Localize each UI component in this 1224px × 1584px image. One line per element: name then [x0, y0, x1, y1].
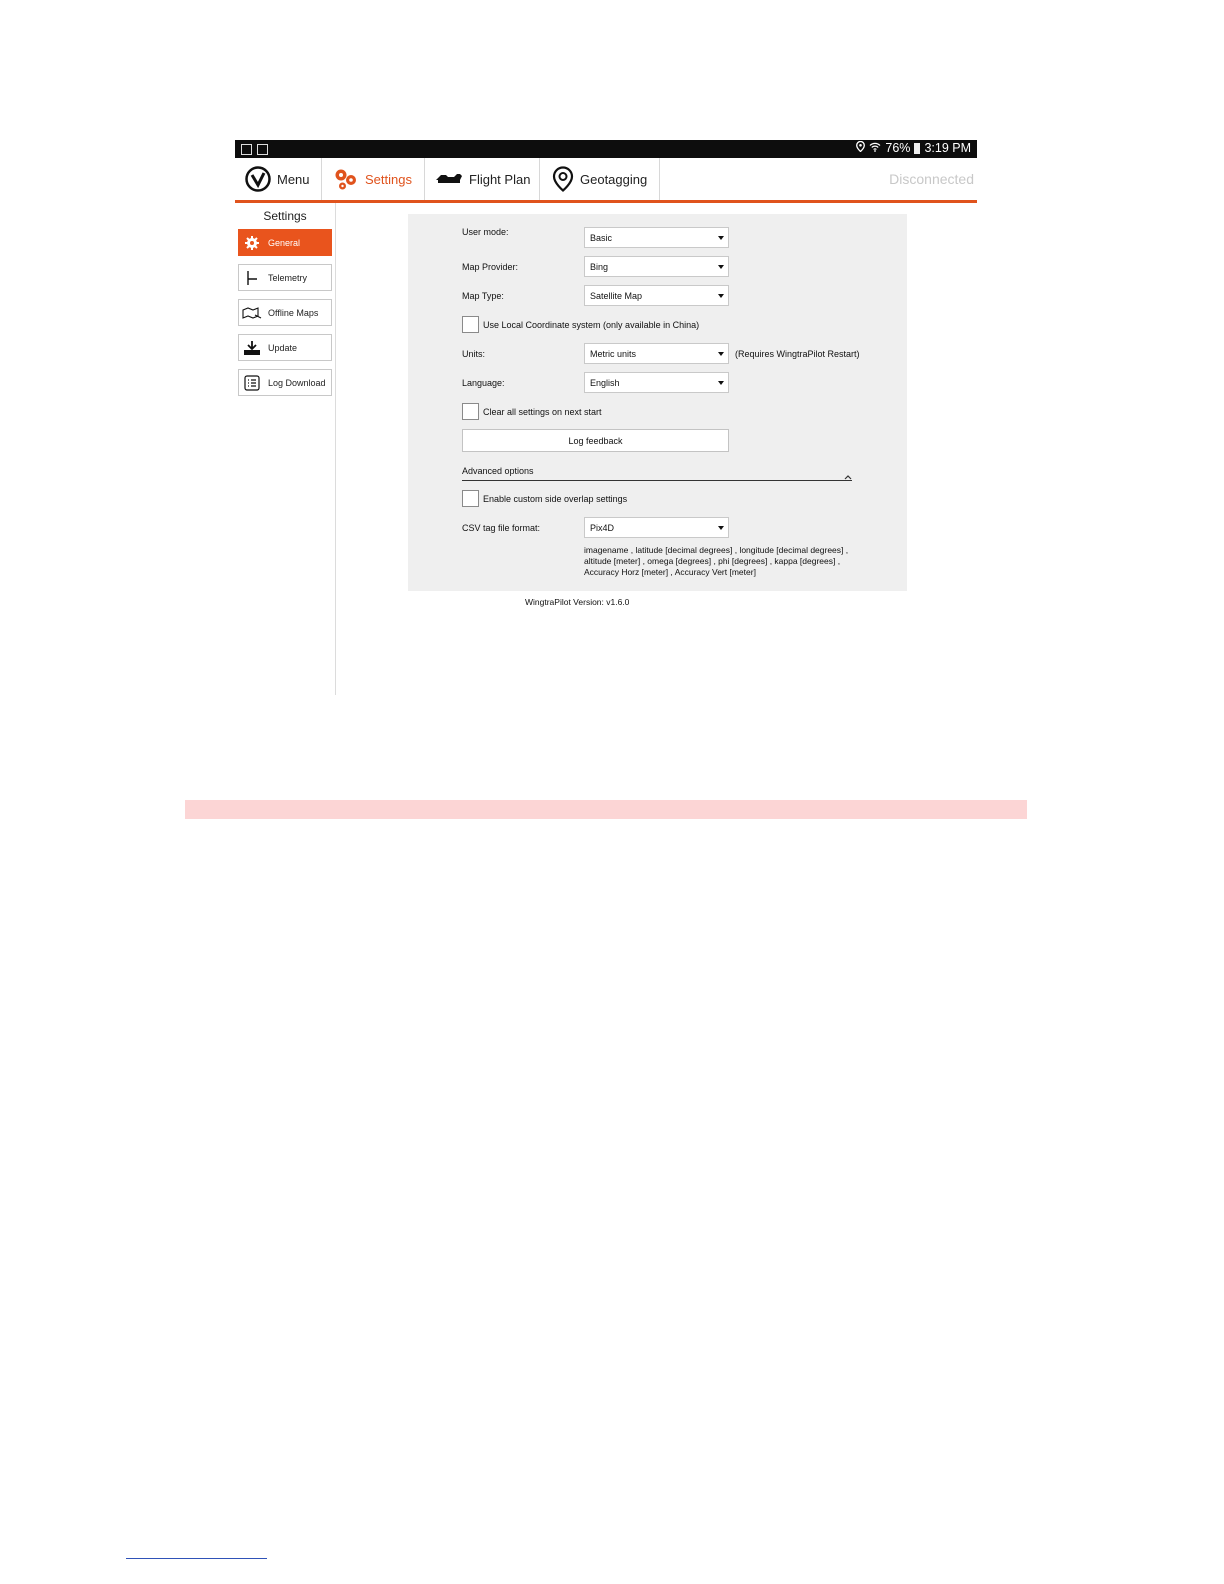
log-feedback-button[interactable]: Log feedback [462, 429, 729, 452]
image-notification-icon [241, 144, 252, 155]
dropdown-caret-icon [718, 294, 724, 298]
sidebar-title: Settings [263, 209, 307, 223]
map-type-value: Satellite Map [590, 290, 643, 301]
version-label: WingtraPilot Version: v1.6.0 [525, 597, 630, 607]
update-download-icon [241, 340, 263, 356]
units-select[interactable] [584, 343, 729, 364]
advanced-divider [462, 480, 852, 481]
tab-divider [659, 158, 660, 200]
units-note: (Requires WingtraPilot Restart) [735, 349, 860, 359]
dropdown-caret-icon [718, 381, 724, 385]
sidebar-item-label: General [268, 237, 301, 248]
clock: 3:19 PM [924, 141, 971, 155]
tab-divider [424, 158, 425, 200]
units-label: Units: [462, 349, 486, 359]
tab-settings-label: Settings [365, 171, 412, 187]
highlight-bar [185, 800, 1027, 819]
map-type-label: Map Type: [462, 291, 504, 301]
dropdown-caret-icon [718, 265, 724, 269]
tab-menu-label: Menu [277, 171, 310, 187]
advanced-options-label[interactable]: Advanced options [462, 466, 534, 476]
units-value: Metric units [590, 348, 637, 359]
language-value: English [590, 377, 620, 388]
map-pin-icon [552, 166, 574, 192]
wingtra-logo-icon [245, 166, 271, 192]
collapse-chevron-icon[interactable] [844, 467, 852, 485]
dropdown-caret-icon [718, 236, 724, 240]
sidebar-item-general[interactable] [238, 229, 332, 256]
top-nav [235, 158, 977, 203]
footnote-link-underline [126, 1558, 267, 1559]
map-type-select[interactable] [584, 285, 729, 306]
sidebar-item-telemetry[interactable] [238, 264, 332, 291]
language-select[interactable] [584, 372, 729, 393]
side-overlap-label: Enable custom side overlap settings [483, 494, 628, 504]
tab-menu[interactable] [245, 158, 310, 200]
map-provider-label: Map Provider: [462, 262, 519, 272]
connection-status: Disconnected [889, 171, 974, 187]
user-mode-label: User mode: [462, 227, 509, 237]
download-notification-icon [257, 144, 268, 155]
local-coordinate-checkbox[interactable] [462, 316, 479, 333]
dropdown-caret-icon [718, 352, 724, 356]
user-mode-select[interactable] [584, 227, 729, 248]
side-overlap-checkbox[interactable] [462, 490, 479, 507]
list-icon [241, 375, 263, 391]
clear-settings-label: Clear all settings on next start [483, 407, 602, 417]
language-label: Language: [462, 378, 505, 388]
battery-icon [914, 143, 920, 154]
csv-format-select[interactable] [584, 517, 729, 538]
sidebar-item-label: Log Download [268, 377, 326, 388]
sidebar-item-label: Telemetry [268, 272, 308, 283]
drone-icon [435, 172, 463, 186]
sidebar-item-label: Update [268, 342, 298, 353]
tab-settings[interactable] [333, 158, 412, 200]
local-coordinate-label: Use Local Coordinate system (only available in China) [483, 320, 700, 330]
tab-geotagging[interactable] [552, 158, 647, 200]
csv-format-description: imagename , latitude [decimal degrees] , longitude [decimal degrees] , altitude [meter] , omega [degrees] , phi [degrees] , kappa [degrees] , Accuracy Horz [meter] , Accuracy Vert [meter] [584, 545, 849, 577]
sidebar-item-label: Offline Maps [268, 307, 319, 318]
user-mode-value: Basic [590, 232, 613, 243]
sidebar-item-offline-maps[interactable] [238, 299, 332, 326]
csv-format-label: CSV tag file format: [462, 523, 541, 533]
sidebar-item-log-download[interactable] [238, 369, 332, 396]
battery-percent: 76% [885, 141, 911, 155]
csv-format-value: Pix4D [590, 522, 615, 533]
app-screen [235, 140, 977, 695]
tab-divider [539, 158, 540, 200]
offline-map-icon [241, 307, 263, 319]
tab-flight-plan-label: Flight Plan [469, 171, 531, 187]
tab-divider [321, 158, 322, 200]
dropdown-caret-icon [718, 526, 724, 530]
clear-settings-checkbox[interactable] [462, 403, 479, 420]
antenna-icon [241, 270, 263, 286]
general-settings-panel [408, 214, 907, 591]
map-provider-value: Bing [590, 261, 609, 272]
location-icon [856, 141, 865, 155]
sidebar-item-update[interactable] [238, 334, 332, 361]
tab-flight-plan[interactable] [435, 158, 530, 200]
settings-sidebar [235, 203, 336, 695]
map-provider-select[interactable] [584, 256, 729, 277]
gear-icon [241, 236, 263, 250]
tab-geotagging-label: Geotagging [580, 171, 648, 187]
status-bar [235, 140, 977, 158]
gears-icon [333, 167, 359, 191]
wifi-icon [869, 141, 881, 155]
